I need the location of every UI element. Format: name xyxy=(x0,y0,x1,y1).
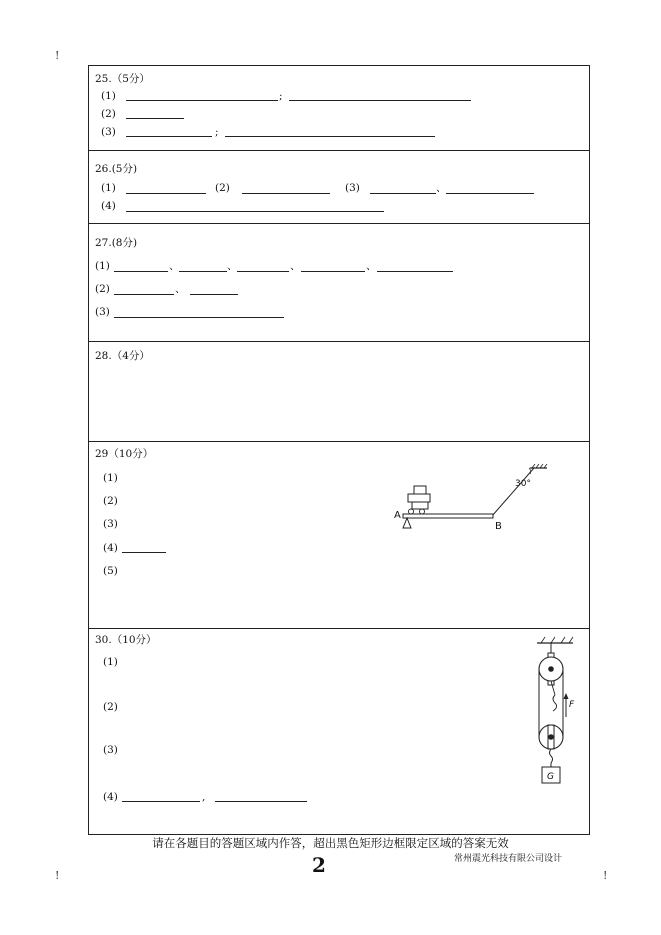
q29-4-answer-line[interactable] xyxy=(122,552,166,553)
point-a-label: A xyxy=(394,510,401,521)
question-27-header: 27.(8分) xyxy=(95,237,138,249)
corner-mark-top-left: ! xyxy=(55,49,60,62)
q26-part-4-label: (4) xyxy=(101,200,116,212)
q27-2-separator: 、 xyxy=(175,283,186,295)
weight-g-label: G xyxy=(547,772,554,782)
q27-part-1-label: (1) xyxy=(95,260,110,272)
q29-part-1-label: (1) xyxy=(103,472,118,484)
q25-part-3-label: (3) xyxy=(101,126,116,138)
q26-part-3-label: (3) xyxy=(345,182,360,194)
force-f-label: F xyxy=(569,700,575,710)
q26-4-answer-line[interactable] xyxy=(126,211,384,212)
answer-sheet xyxy=(88,65,590,835)
q25-2-answer-line[interactable] xyxy=(126,118,184,119)
q30-4-answer-line-a[interactable] xyxy=(122,801,200,802)
q27-2-answer-line-a[interactable] xyxy=(114,294,174,295)
q27-1-separator-a: 、 xyxy=(169,260,180,272)
corner-mark-bottom-left: ! xyxy=(55,869,60,882)
angle-label: 30° xyxy=(515,479,531,489)
q27-2-answer-line-b[interactable] xyxy=(190,294,238,295)
question-30 xyxy=(89,629,589,834)
q27-1-answer-line-e[interactable] xyxy=(377,271,453,272)
q25-3-separator: ; xyxy=(215,126,219,138)
q27-1-separator-d: 、 xyxy=(366,260,377,272)
q27-1-answer-line-d[interactable] xyxy=(301,271,365,272)
pulley-figure xyxy=(529,633,581,789)
question-26 xyxy=(89,151,589,224)
question-29 xyxy=(89,442,589,629)
q30-4-separator: , xyxy=(202,791,206,803)
q30-part-1-label: (1) xyxy=(103,656,118,668)
q30-part-2-label: (2) xyxy=(103,701,118,713)
q27-1-separator-c: 、 xyxy=(290,260,301,272)
question-27 xyxy=(89,224,589,342)
q27-3-answer-line[interactable] xyxy=(114,317,284,318)
q27-1-answer-line-a[interactable] xyxy=(114,271,168,272)
question-30-header: 30.（10分） xyxy=(95,634,157,646)
footer-instruction: 请在各题目的答题区域内作答，超出黑色矩形边框限定区域的答案无效 xyxy=(152,836,509,850)
q27-1-answer-line-c[interactable] xyxy=(237,271,289,272)
point-b-label: B xyxy=(495,521,502,532)
designer-credit: 常州震光科技有限公司设计 xyxy=(454,854,563,864)
q30-4-answer-line-b[interactable] xyxy=(215,801,307,802)
q29-part-3-label: (3) xyxy=(103,518,118,530)
lever-figure xyxy=(389,456,549,536)
question-28 xyxy=(89,342,589,442)
q29-part-5-label: (5) xyxy=(103,565,118,577)
question-25 xyxy=(89,66,589,151)
q25-1-answer-line-b[interactable] xyxy=(289,100,471,101)
q25-1-separator: ; xyxy=(279,90,283,102)
q25-3-answer-line-a[interactable] xyxy=(126,136,212,137)
q26-3-separator: 、 xyxy=(436,182,447,194)
q25-part-2-label: (2) xyxy=(101,108,116,120)
q27-part-3-label: (3) xyxy=(95,306,110,318)
q26-1-answer-line[interactable] xyxy=(126,193,206,194)
q26-part-2-label: (2) xyxy=(215,182,230,194)
q27-1-separator-b: 、 xyxy=(227,260,238,272)
q26-part-1-label: (1) xyxy=(101,182,116,194)
q29-part-4-label: (4) xyxy=(103,542,118,554)
q25-part-1-label: (1) xyxy=(101,90,116,102)
q25-1-answer-line-a[interactable] xyxy=(126,100,278,101)
question-28-header: 28.（4分） xyxy=(95,350,150,362)
q26-2-answer-line[interactable] xyxy=(242,193,330,194)
q30-part-4-label: (4) xyxy=(103,791,118,803)
question-25-header: 25.（5分） xyxy=(95,73,150,85)
q27-part-2-label: (2) xyxy=(95,283,110,295)
corner-mark-bottom-right: ! xyxy=(603,869,608,882)
q26-3-answer-line-a[interactable] xyxy=(370,193,436,194)
page-number: 2 xyxy=(312,853,326,877)
q29-part-2-label: (2) xyxy=(103,495,118,507)
question-26-header: 26.(5分) xyxy=(95,163,138,175)
q26-3-answer-line-b[interactable] xyxy=(446,193,534,194)
question-29-header: 29（10分） xyxy=(95,448,154,460)
q27-1-answer-line-b[interactable] xyxy=(179,271,227,272)
q30-part-3-label: (3) xyxy=(103,744,118,756)
q25-3-answer-line-b[interactable] xyxy=(225,136,435,137)
